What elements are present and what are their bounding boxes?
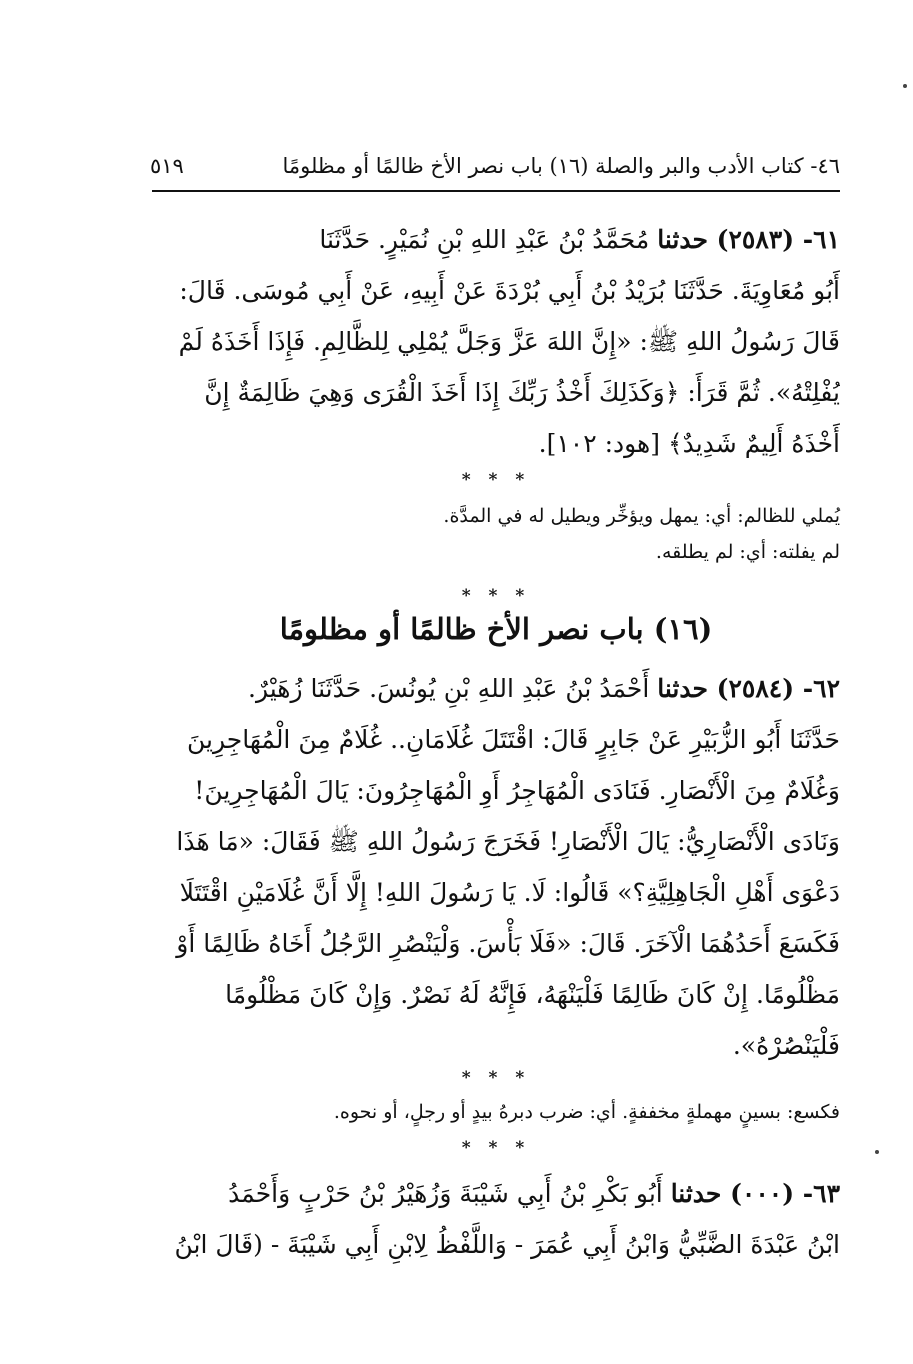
note-line: يُملي للظالم: أي: يمهل ويؤخِّر ويطيل له في المدَّة.: [443, 505, 840, 527]
section-separator: * * *: [461, 1068, 531, 1088]
hadith-number: ٦١- (٢٥٨٣) حدثنا: [657, 225, 840, 254]
hadith-number: ٦٣- (٠٠٠) حدثنا: [670, 1179, 840, 1208]
note-line: لم يفلته: أي: لم يطلقه.: [655, 541, 840, 563]
hadith-line: وَغُلَامٌ مِنَ الْأَنْصَارِ. فَنَادَى الْمُهَاجِرُ أَوِ الْمُهَاجِرُونَ: يَالَ الْمُهَاجِرِينَ!: [194, 776, 840, 805]
hadith-number: ٦٢- (٢٥٨٤) حدثنا: [657, 674, 840, 703]
scan-speck: [875, 1150, 879, 1154]
notes-61: [152, 498, 840, 570]
chapter-title: (١٦) باب نصر الأخ ظالمًا أو مظلومًا: [279, 612, 713, 646]
page-number: ٥١٩: [150, 154, 184, 178]
running-header: [150, 152, 840, 186]
hadith-line: فَكَسَعَ أَحَدُهُمَا الْآخَرَ. قَالَ: «فَلَا بَأْسَ. وَلْيَنْصُرِ الرَّجُلُ أَخَاهُ ظَالِمًا أَوْ: [176, 929, 840, 958]
hadith-line: ابْنُ عَبْدَةَ الضَّبِّيُّ وَابْنُ أَبِي عُمَرَ - وَاللَّفْظُ لِابْنِ أَبِي شَيْبَةَ - (قَالَ ابْنُ: [174, 1230, 840, 1259]
notes-62: [152, 1094, 840, 1130]
note-line: فكسع: بسينٍ مهملةٍ مخففةٍ. أي: ضرب دبرهُ بيدٍ أو رجلٍ، أو نحوه.: [333, 1101, 840, 1123]
hadith-line: حَدَّثَنَا أَبُو الزُّبَيْرِ عَنْ جَابِرٍ قَالَ: اقْتَتَلَ غُلَامَانِ.. غُلَامٌ مِنَ الْمُهَاجِرِينَ: [186, 725, 840, 754]
hadith-line: يُفْلِتْهُ». ثُمَّ قَرَأَ: ﴿وَكَذَلِكَ أَخْذُ رَبِّكَ إِذَا أَخَذَ الْقُرَى وَهِيَ ظَالِمَةٌ إِنَّ: [204, 378, 840, 407]
hadith-line: فَلْيَنْصُرْهُ».: [732, 1031, 840, 1060]
hadith-61: [152, 214, 840, 469]
hadith-line: أَخْذَهُ أَلِيمٌ شَدِيدٌ﴾ [هود: ١٠٢].: [538, 429, 840, 458]
scan-speck: [903, 84, 907, 88]
header-rule: [152, 190, 840, 192]
section-separator: * * *: [461, 586, 531, 606]
hadith-62: [152, 663, 840, 1071]
section-separator: * * *: [461, 1138, 531, 1158]
hadith-line: وَنَادَى الْأَنْصَارِيُّ: يَالَ الْأَنْصَارِ! فَخَرَجَ رَسُولُ اللهِ ﷺ فَقَالَ: «مَا هَذَا: [176, 827, 840, 856]
hadith-line: ٦٢- (٢٥٨٤) حدثنا أَحْمَدُ بْنُ عَبْدِ اللهِ بْنِ يُونُسَ. حَدَّثَنَا زُهَيْرٌ.: [248, 674, 840, 703]
hadith-line: قَالَ رَسُولُ اللهِ ﷺ: «إِنَّ اللهَ عَزَّ وَجَلَّ يُمْلِي لِلظَّالِمِ. فَإِذَا أَخَذَهُ لَمْ: [178, 327, 840, 356]
hadith-line: أَبُو مُعَاوِيَةَ. حَدَّثَنَا بُرَيْدُ بْنُ أَبِي بُرْدَةَ عَنْ أَبِيهِ، عَنْ أَبِي مُوسَى. قَالَ:: [179, 276, 840, 305]
header-title: ٤٦- كتاب الأدب والبر والصلة (١٦) باب نصر الأخ ظالمًا أو مظلومًا: [282, 154, 840, 178]
hadith-line: مَظْلُومًا. إِنْ كَانَ ظَالِمًا فَلْيَنْهَهُ، فَإِنَّهُ لَهُ نَصْرٌ. وَإِنْ كَانَ مَظْلُومًا: [225, 980, 840, 1009]
hadith-line: دَعْوَى أَهْلِ الْجَاهِلِيَّةِ؟» قَالُوا: لَا. يَا رَسُولَ اللهِ! إِلَّا أَنَّ غُلَامَيْنِ اقْتَتَلَا: [179, 878, 840, 907]
section-separator: * * *: [461, 470, 531, 490]
hadith-line: ٦١- (٢٥٨٣) حدثنا مُحَمَّدُ بْنُ عَبْدِ اللهِ بْنِ نُمَيْرٍ. حَدَّثَنَا: [319, 225, 840, 254]
hadith-line: ٦٣- (٠٠٠) حدثنا أَبُو بَكْرِ بْنُ أَبِي شَيْبَةَ وَزُهَيْرُ بْنُ حَرْبٍ وَأَحْمَدُ: [228, 1179, 840, 1208]
hadith-63: [152, 1168, 840, 1270]
